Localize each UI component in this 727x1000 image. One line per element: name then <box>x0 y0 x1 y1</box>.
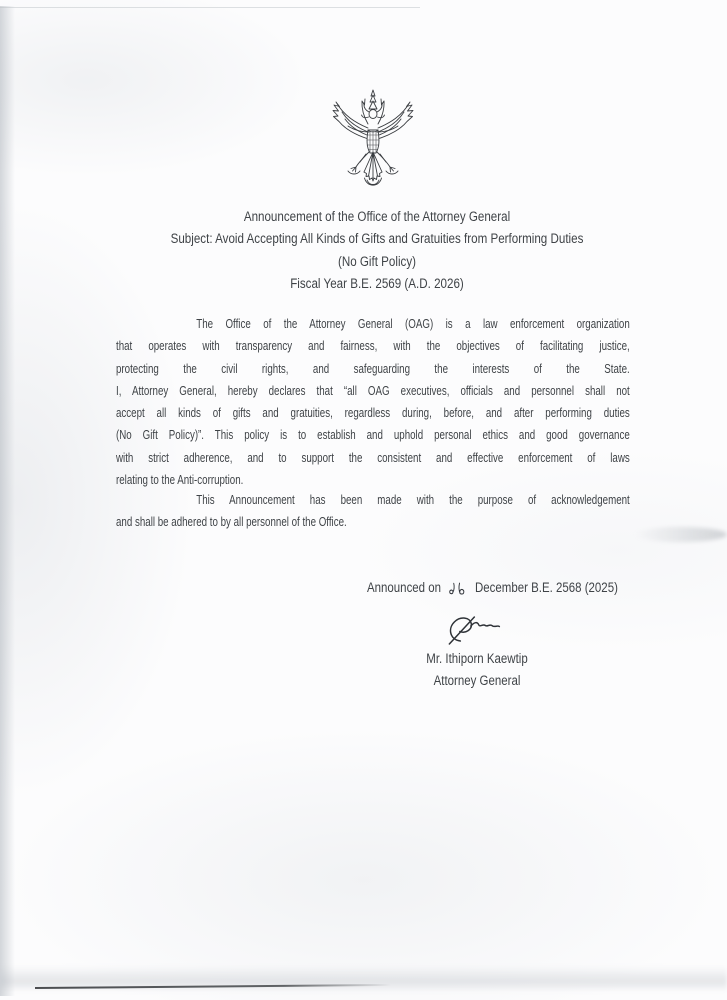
announced-on-label: Announced on <box>367 580 442 595</box>
document-title-block <box>119 206 635 296</box>
paragraph-line: protecting the civil rights, and safeguarding the interests of the State. <box>116 360 630 376</box>
paragraph-line: and shall be adhered to by all personnel of the Office. <box>116 514 347 530</box>
scan-left-edge-shadow <box>0 6 15 996</box>
garuda-emblem-icon <box>320 88 426 190</box>
body-paragraph-2 <box>116 489 727 534</box>
signature-icon <box>446 613 508 647</box>
signature-block <box>417 613 536 693</box>
paragraph-line: I, Attorney General, hereby declares that “all OAG executives, officials and personnel shall not <box>116 382 630 398</box>
signatory-name: Mr. Ithiporn Kaewtip <box>426 651 528 666</box>
paragraph-line: (No Gift Policy)”. This policy is to establish and uphold personal ethics and good governance <box>116 427 630 443</box>
title-line-no-gift-policy: (No Gift Policy) <box>337 253 417 269</box>
announcement-date-line <box>367 577 618 599</box>
paragraph-line: accept all kinds of gifts and gratuities, regardless during, before, and after performing duties <box>116 405 630 421</box>
paragraph-line: relating to the Anti-corruption. <box>116 472 244 488</box>
announced-date-text: December B.E. 2568 (2025) <box>475 580 618 595</box>
paragraph-line: The Office of the Attorney General (OAG) is a law enforcement organization <box>196 316 630 331</box>
handwritten-day-thai-numeral <box>449 581 468 596</box>
body-paragraph-1 <box>116 313 727 491</box>
title-line-announcement: Announcement of the Office of the Attorney General <box>243 209 511 224</box>
title-line-fiscal-year: Fiscal Year B.E. 2569 (A.D. 2026) <box>290 276 464 292</box>
scan-bottom-page-edge-line <box>35 984 391 989</box>
scan-bottom-shading <box>0 966 727 992</box>
title-line-subject: Subject: Avoid Accepting All Kinds of Gifts and Gratuities from Performing Duties <box>170 231 584 247</box>
signatory-title: Attorney General <box>433 673 521 689</box>
scan-top-page-edge <box>0 7 420 8</box>
paragraph-line: with strict adherence, and to support the consistent and effective enforcement of laws <box>116 449 630 465</box>
paragraph-line: that operates with transparency and fairness, with the objectives of facilitating justice, <box>116 338 630 354</box>
paragraph-line: This Announcement has been made with the purpose of acknowledgement <box>196 492 630 507</box>
